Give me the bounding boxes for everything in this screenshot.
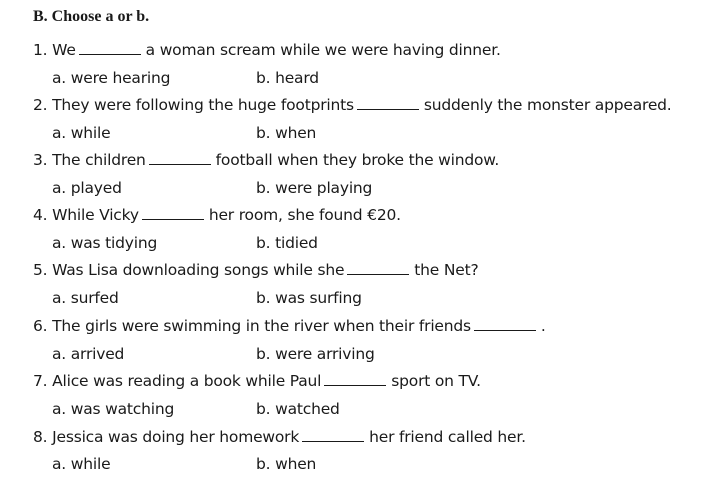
option-a[interactable]: a. while (52, 124, 111, 142)
option-a[interactable]: a. were hearing (52, 69, 171, 87)
option-b[interactable]: b. were arriving (256, 345, 375, 363)
question-5 (33, 261, 478, 279)
question-2 (33, 96, 672, 114)
question-text: sport on TV. (391, 372, 481, 390)
answer-blank[interactable] (474, 329, 536, 331)
question-text: . (540, 317, 546, 335)
answer-blank[interactable] (149, 163, 211, 165)
option-b[interactable]: b. was surfing (256, 289, 362, 307)
exercise-heading: B. Choose a or b. (33, 8, 150, 25)
question-text: 8. Jessica was doing her homework (33, 428, 300, 446)
question-text: football when they broke the window. (215, 151, 500, 169)
option-b[interactable]: b. were playing (256, 179, 373, 197)
option-b[interactable]: b. heard (256, 69, 319, 87)
question-6 (33, 317, 546, 335)
question-text: 4. While Vicky (33, 206, 139, 224)
option-a[interactable]: a. was tidying (52, 234, 158, 252)
question-text: 2. They were following the huge footprints (33, 96, 354, 114)
option-a[interactable]: a. played (52, 179, 122, 197)
question-3 (33, 151, 499, 169)
option-a[interactable]: a. surfed (52, 289, 119, 307)
option-b[interactable]: b. when (256, 455, 317, 473)
answer-blank[interactable] (324, 384, 386, 386)
question-text: a woman scream while we were having dinner. (145, 41, 501, 59)
question-text: suddenly the monster appeared. (423, 96, 672, 114)
question-text: 5. Was Lisa downloading songs while she (33, 261, 345, 279)
question-7 (33, 372, 481, 390)
option-a[interactable]: a. was watching (52, 400, 175, 418)
question-1 (33, 41, 501, 59)
question-text: 3. The children (33, 151, 146, 169)
question-text: the Net? (414, 261, 479, 279)
option-b[interactable]: b. watched (256, 400, 340, 418)
option-b[interactable]: b. tidied (256, 234, 318, 252)
answer-blank[interactable] (142, 218, 204, 220)
question-4 (33, 206, 401, 224)
question-text: 7. Alice was reading a book while Paul (33, 372, 322, 390)
option-a[interactable]: a. arrived (52, 345, 125, 363)
answer-blank[interactable] (302, 440, 364, 442)
question-text: her friend called her. (369, 428, 526, 446)
question-8 (33, 428, 526, 446)
option-a[interactable]: a. while (52, 455, 111, 473)
answer-blank[interactable] (347, 273, 409, 275)
question-text: 1. We (33, 41, 76, 59)
answer-blank[interactable] (357, 108, 419, 110)
question-text: 6. The girls were swimming in the river when their friends (33, 317, 471, 335)
option-b[interactable]: b. when (256, 124, 317, 142)
question-text: her room, she found €20. (208, 206, 401, 224)
answer-blank[interactable] (79, 53, 141, 55)
